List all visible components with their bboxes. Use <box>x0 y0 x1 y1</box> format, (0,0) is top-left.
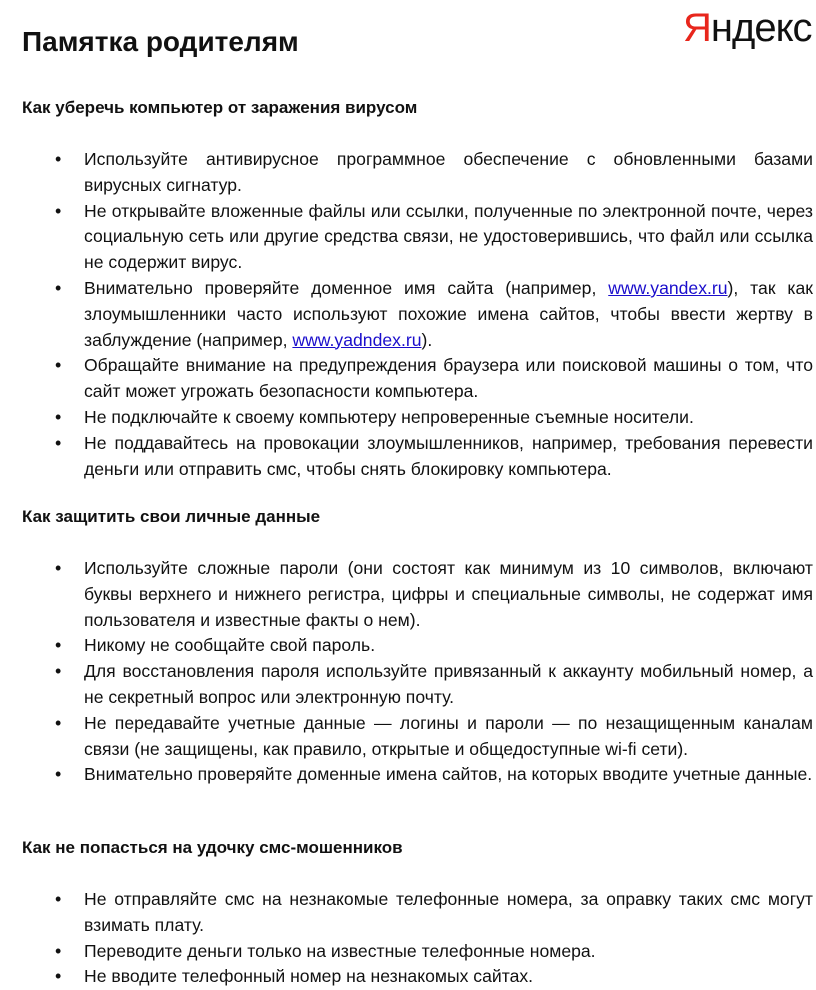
item-text: Внимательно проверяйте доменное имя сайта (например, <box>84 277 609 298</box>
section-heading-sms: Как не попасться на удочку смс-мошенников <box>22 838 403 857</box>
list-item <box>0 711 813 763</box>
item-text: Никому не сообщайте свой пароль. <box>84 635 376 656</box>
section-heading-personal-data: Как защитить свои личные данные <box>22 507 321 526</box>
list-item <box>0 431 813 483</box>
item-text: ), так как злоумышленники часто используют похожие имена сайтов, чтобы ввести жертву в заблуждение (например, <box>84 277 813 350</box>
item-text: Не открывайте вложенные файлы или ссылки, полученные по электронной почте, через социальную сеть или другие средства связи, не удостоверившись, что файл или ссылка не содержит вирус. <box>84 200 813 273</box>
list-item <box>0 556 813 633</box>
item-text: ). <box>421 329 433 350</box>
yandex-logo: Яндекс <box>683 6 812 50</box>
list-item <box>0 887 813 939</box>
list-item <box>0 939 813 965</box>
item-text: Не вводите телефонный номер на незнакомых сайтах. <box>84 966 534 987</box>
link[interactable]: www.yandex.ru <box>608 277 728 298</box>
item-text: Внимательно проверяйте доменные имена сайтов, на которых вводите учетные данные. <box>84 764 813 785</box>
link[interactable]: www.yadndex.ru <box>292 329 422 350</box>
list-item <box>0 762 813 788</box>
list-item <box>0 199 813 276</box>
item-text: Для восстановления пароля используйте привязанный к аккаунту мобильный номер, а не секретный вопрос или электронную почту. <box>84 661 813 707</box>
item-text: Не подключайте к своему компьютеру непроверенные съемные носители. <box>84 406 694 427</box>
list-item <box>0 633 813 659</box>
item-text: Обращайте внимание на предупреждения браузера или поисковой машины о том, что сайт может угрожать безопасности компьютера. <box>84 355 813 402</box>
list-item <box>0 964 813 990</box>
list-item <box>0 147 813 199</box>
list-item <box>0 405 813 431</box>
page-title: Памятка родителям <box>22 26 299 57</box>
item-text: Не передавайте учетные данные — логины и пароли — по незащищенным каналам связи (не защищены, как правило, открытые и общедоступные wi-fi сети). <box>84 712 813 759</box>
list-item <box>0 276 813 353</box>
item-text: Используйте антивирусное программное обеспечение с обновленными базами вирусных сигнатур. <box>84 149 813 195</box>
list-item <box>0 353 813 405</box>
item-text: Используйте сложные пароли (они состоят как минимум из 10 символов, включают буквы верхнего и нижнего регистра, цифры и специальные символы, не содержат имя пользователя и известные факты о нем). <box>84 558 813 630</box>
list-virus <box>0 147 813 482</box>
item-text: Не поддавайтесь на провокации злоумышленников, например, требования перевести деньги или отправить смс, чтобы снять блокировку компьютера. <box>84 432 813 479</box>
list-sms <box>0 887 813 990</box>
item-text: Переводите деньги только на известные телефонные номера. <box>84 940 596 961</box>
list-personal-data <box>0 556 813 788</box>
item-text: Не отправляйте смс на незнакомые телефонные номера, за оправку таких смс могут взимать плату. <box>84 889 813 935</box>
list-item <box>0 659 813 711</box>
section-heading-virus: Как уберечь компьютер от заражения вирусом <box>22 98 418 117</box>
